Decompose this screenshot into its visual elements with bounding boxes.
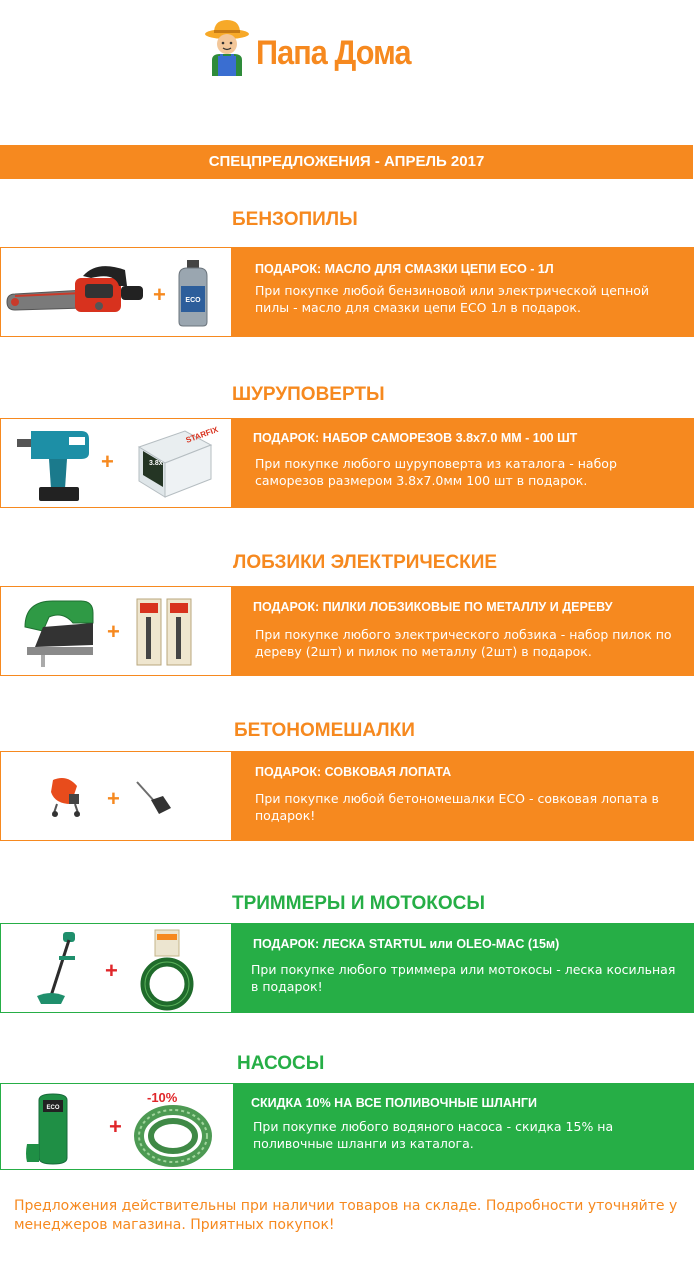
offer-concrete-mixers[interactable]: [0, 751, 694, 841]
offer-info-screwdrivers: [231, 419, 693, 507]
gift-title: ПОДАРОК: ПИЛКИ ЛОБЗИКОВЫЕ ПО МЕТАЛЛУ И ДЕРЕВУ: [253, 600, 613, 614]
garden-hose-icon: [135, 1106, 211, 1170]
offer-image-concrete-mixers: [1, 752, 231, 840]
screw-box-brand: STARFIX: [184, 424, 220, 445]
offer-info-concrete-mixers: [231, 752, 693, 840]
gift-description: При покупке любой бетономешалки ECO - совковая лопата в подарок!: [255, 791, 659, 823]
plus-icon: +: [107, 786, 120, 811]
offer-image-chainsaws: [1, 248, 231, 336]
oil-bottle-icon: [175, 260, 211, 326]
gift-description: При покупке любого триммера или мотокосы - леска косильная в подарок!: [251, 962, 676, 994]
chainsaw-icon: [5, 256, 145, 326]
offer-image-jigsaws: [1, 587, 231, 675]
plus-icon: +: [101, 449, 114, 474]
gift-title: ПОДАРОК: СОВКОВАЯ ЛОПАТА: [255, 765, 452, 779]
drill-icon: [15, 425, 95, 503]
offer-info-chainsaws: [231, 248, 693, 336]
offer-image-screwdrivers: [1, 419, 231, 507]
offer-info-pumps: [233, 1084, 693, 1169]
footer-note: Предложения действительны при наличии товаров на складе. Подробности уточняйте у менеджеров магазина. Приятных покупок!: [14, 1198, 678, 1233]
plus-icon: +: [109, 1114, 122, 1139]
jigsaw-blades-icon: [135, 595, 195, 671]
section-heading-concrete-mixers: БЕТОНОМЕШАЛКИ: [234, 720, 415, 741]
offer-pumps[interactable]: [0, 1083, 694, 1170]
oil-bottle-label: ECO: [185, 297, 201, 304]
plus-icon: +: [153, 282, 166, 307]
pump-label: ECO: [46, 1105, 60, 1111]
plus-icon: +: [105, 958, 118, 983]
shovel-icon: [133, 780, 173, 816]
concrete-mixer-icon: [47, 776, 87, 816]
screw-box-size: 3.8х: [149, 460, 163, 467]
gift-description: При покупке любого шуруповерта из каталога - набор саморезов размером 3.8х7.0мм 100 шт в подарок.: [255, 456, 617, 488]
offer-image-pumps: [1, 1084, 231, 1169]
water-pump-icon: [23, 1094, 73, 1166]
offer-info-trimmers: [231, 924, 693, 1012]
offer-jigsaws[interactable]: [0, 586, 694, 676]
section-heading-screwdrivers: ШУРУПОВЕРТЫ: [232, 384, 385, 405]
gift-description: При покупке любой бензиновой или электрической цепной пилы - масло для смазки цепи ECO 1л в подарок.: [255, 283, 650, 315]
offer-image-trimmers: [1, 924, 231, 1012]
gift-title: ПОДАРОК: ЛЕСКА STARTUL или OLEO-MAC (15м): [253, 937, 560, 951]
gift-title: ПОДАРОК: НАБОР САМОРЕЗОВ 3.8х7.0 ММ - 100 ШТ: [253, 431, 578, 445]
trimmer-icon: [35, 930, 95, 1010]
section-heading-pumps: НАСОСЫ: [237, 1053, 325, 1074]
trimmer-line-icon: [141, 930, 193, 1012]
screw-box-icon: [135, 424, 220, 499]
section-heading-jigsaws: ЛОБЗИКИ ЭЛЕКТРИЧЕСКИЕ: [233, 552, 498, 573]
brand-name[interactable]: Папа Дома: [256, 34, 411, 72]
gift-description: При покупке любого водяного насоса - скидка 15% на поливочные шланги из каталога.: [253, 1119, 614, 1151]
offer-screwdrivers[interactable]: [0, 418, 694, 508]
plus-icon: +: [107, 619, 120, 644]
section-heading-chainsaws: БЕНЗОПИЛЫ: [232, 209, 358, 230]
section-heading-trimmers: ТРИММЕРЫ И МОТОКОСЫ: [232, 893, 485, 914]
offer-info-jigsaws: [231, 587, 693, 675]
offer-trimmers[interactable]: [0, 923, 694, 1013]
gift-title: СКИДКА 10% НА ВСЕ ПОЛИВОЧНЫЕ ШЛАНГИ: [251, 1096, 537, 1110]
promo-banner: СПЕЦПРЕДЛОЖЕНИЯ - АПРЕЛЬ 2017: [0, 145, 693, 179]
offer-chainsaws[interactable]: [0, 247, 694, 337]
farmer-mascot-icon: [204, 20, 250, 76]
discount-badge: -10%: [147, 1090, 178, 1105]
gift-title: ПОДАРОК: МАСЛО ДЛЯ СМАЗКИ ЦЕПИ ECO - 1Л: [255, 262, 554, 276]
gift-description: При покупке любого электрического лобзика - набор пилок по дереву (2шт) и пилок по металлу (2шт) в подарок.: [255, 627, 672, 659]
jigsaw-icon: [19, 597, 99, 669]
